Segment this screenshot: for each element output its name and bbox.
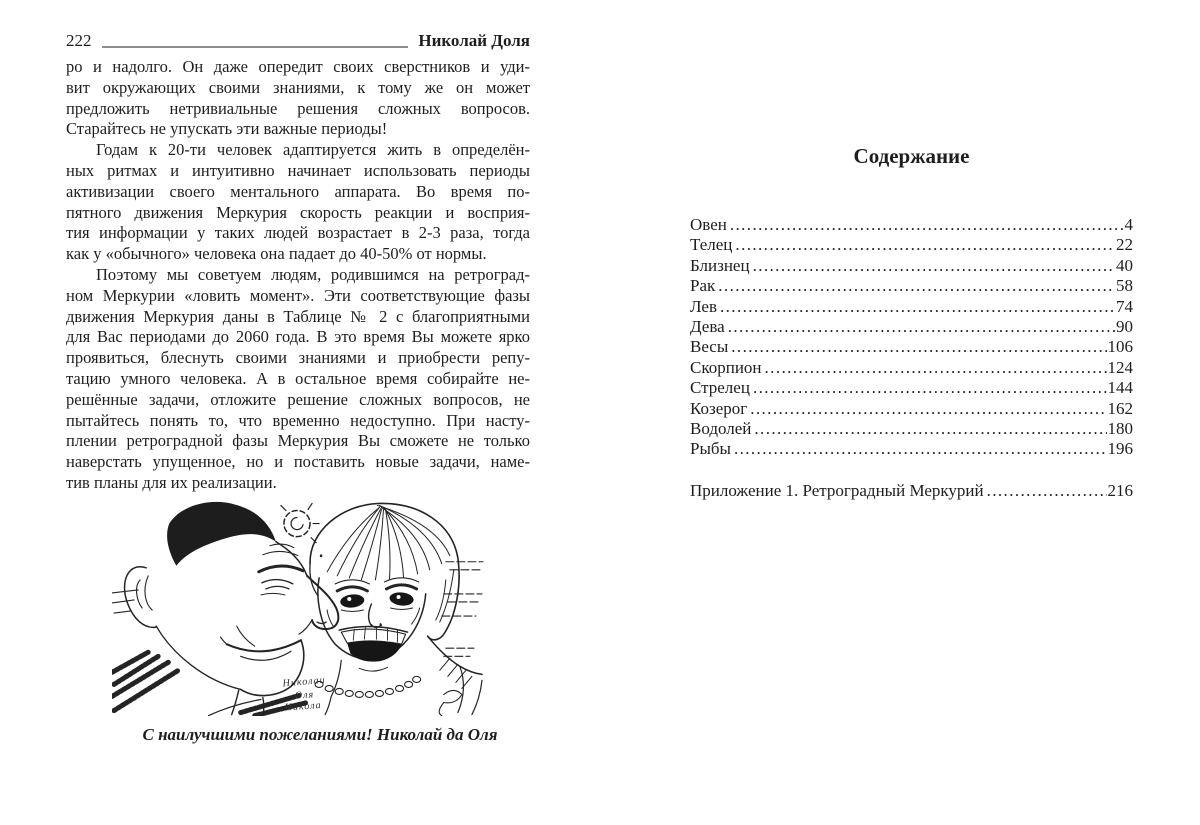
signature-line: Оля [294, 689, 315, 702]
toc-item-label: Лев [690, 296, 717, 316]
text-line: Годам к 20-ти человек адаптируется жить в определён- [96, 140, 530, 160]
toc-item-label: Телец [690, 235, 733, 255]
toc-dot-leader [753, 256, 1115, 276]
toc-item-label: Козерог [690, 398, 748, 418]
toc-item [690, 297, 1133, 317]
text-line: тацию умного человека. А в остальное время собирайте не- [66, 368, 530, 388]
toc-item-page: 144 [1107, 378, 1133, 398]
text-line: Старайтесь не упускать эти важные периоды! [66, 119, 388, 139]
toc-item-label: Весы [690, 337, 729, 357]
toc-item-page: 90 [1116, 317, 1133, 337]
toc-dot-leader [750, 399, 1106, 419]
toc-item [690, 256, 1133, 276]
toc-title: Содержание [853, 144, 970, 168]
toc-item [690, 215, 1133, 235]
toc-dot-leader [765, 358, 1107, 378]
illustration-signature [281, 675, 326, 714]
toc-item-page: 196 [1107, 439, 1133, 459]
toc-item [690, 337, 1133, 357]
text-line: как у «обычного» человека она падает до 40-50% от нормы. [66, 244, 487, 264]
toc-item-label: Овен [690, 215, 727, 234]
toc-item-label: Близнец [690, 255, 750, 275]
toc-item-page: 162 [1107, 398, 1133, 418]
illustration-caption: С наилучшими пожеланиями! Николай да Оля [142, 725, 498, 744]
toc-item [690, 378, 1133, 398]
signature-line: Николаи [282, 674, 326, 690]
toc-list [690, 215, 1133, 501]
toc-item-label: Стрелец [690, 378, 750, 398]
text-line: предложить нетривиальные решения сложных вопросов. [66, 98, 530, 118]
toc-item [690, 358, 1133, 378]
toc-item-page: 216 [1107, 480, 1133, 500]
text-line: пытайтесь понять то, что временно недоступно. При насту- [66, 410, 530, 430]
text-line: тив планы для их реализации. [66, 472, 277, 492]
toc-item-label: Скорпион [690, 357, 762, 377]
toc-item-label: Водолей [690, 419, 752, 439]
toc-dot-leader [987, 481, 1107, 501]
toc-item [690, 419, 1133, 439]
toc-item-label: Рыбы [690, 439, 731, 459]
toc-item-page: 22 [1116, 235, 1133, 255]
toc-dot-leader [730, 215, 1124, 235]
toc-item-label: Дева [690, 317, 725, 337]
text-line: ном Меркурии «ловить момент». Эти соответствующие фазы [66, 285, 530, 305]
text-line: для Вас периодами до 2060 года. В это время Вы можете ярко [66, 327, 530, 347]
text-line: Поэтому мы советуем людям, родившимся на ретроград- [96, 264, 530, 284]
toc-item [690, 317, 1133, 337]
running-header [66, 31, 530, 51]
toc-item-page: 74 [1116, 296, 1133, 316]
text-line: ных ритмах и интуитивно начинает использовать периоды [66, 160, 530, 180]
toc-dot-leader [731, 337, 1106, 357]
toc-item-page: 40 [1116, 255, 1133, 275]
toc-dot-leader [718, 276, 1115, 296]
toc-dot-leader [735, 235, 1115, 255]
toc-item-label: Приложение 1. Ретроградный Меркурий [690, 480, 984, 500]
author-name: Николай Доля [418, 31, 530, 50]
book-illustration [112, 497, 484, 716]
toc-item-label: Рак [690, 276, 716, 296]
toc-dot-leader [754, 419, 1106, 439]
toc-item-page: 180 [1107, 419, 1133, 439]
body-paragraph [66, 57, 530, 140]
toc-item-page: 4 [1124, 215, 1133, 234]
toc-dot-leader [720, 297, 1115, 317]
text-line: плении ретроградной фазы Меркурия Вы сможете не только [66, 431, 530, 451]
toc-item [690, 235, 1133, 255]
toc-item-page: 106 [1107, 337, 1133, 357]
body-paragraph [66, 265, 530, 494]
text-line: тия информации у таких людей возрастает в 2-3 раза, тогда [66, 223, 530, 243]
toc-appendix [690, 481, 1133, 501]
toc-dot-leader [753, 378, 1107, 398]
page-number: 222 [66, 31, 92, 50]
toc-item-page: 124 [1107, 357, 1133, 377]
toc-item [690, 439, 1133, 459]
toc-dot-leader [728, 317, 1115, 337]
signature-line: Никола [284, 700, 322, 714]
toc-item [690, 276, 1133, 296]
text-line: пятного движения Меркурия скорость реакции и восприя- [66, 202, 530, 222]
toc-dot-leader [734, 439, 1107, 459]
text-line: вит окружающих своими знаниями, к тому же он может [66, 77, 530, 97]
toc-item-page: 58 [1116, 276, 1133, 296]
contents-page [690, 0, 1133, 825]
header-rule [102, 46, 409, 48]
text-line: ро и надолго. Он даже опередит своих сверстников и уди- [66, 57, 530, 76]
text-line: решённые задачи, отложите решение сложных вопросов, не [66, 389, 530, 409]
text-line: наверстать упущенное, но и поставить новые задачи, наме- [66, 452, 530, 472]
text-line: движения Меркурия даны в Таблице № 2 с благоприятными [66, 306, 530, 326]
text-line: активизации своего ментального аппарата. Во время по- [66, 181, 530, 201]
body-text [66, 57, 530, 494]
toc-item [690, 399, 1133, 419]
body-paragraph [66, 140, 530, 265]
text-line: проявиться, блеснуть своими знаниями и приобрести репу- [66, 348, 530, 368]
